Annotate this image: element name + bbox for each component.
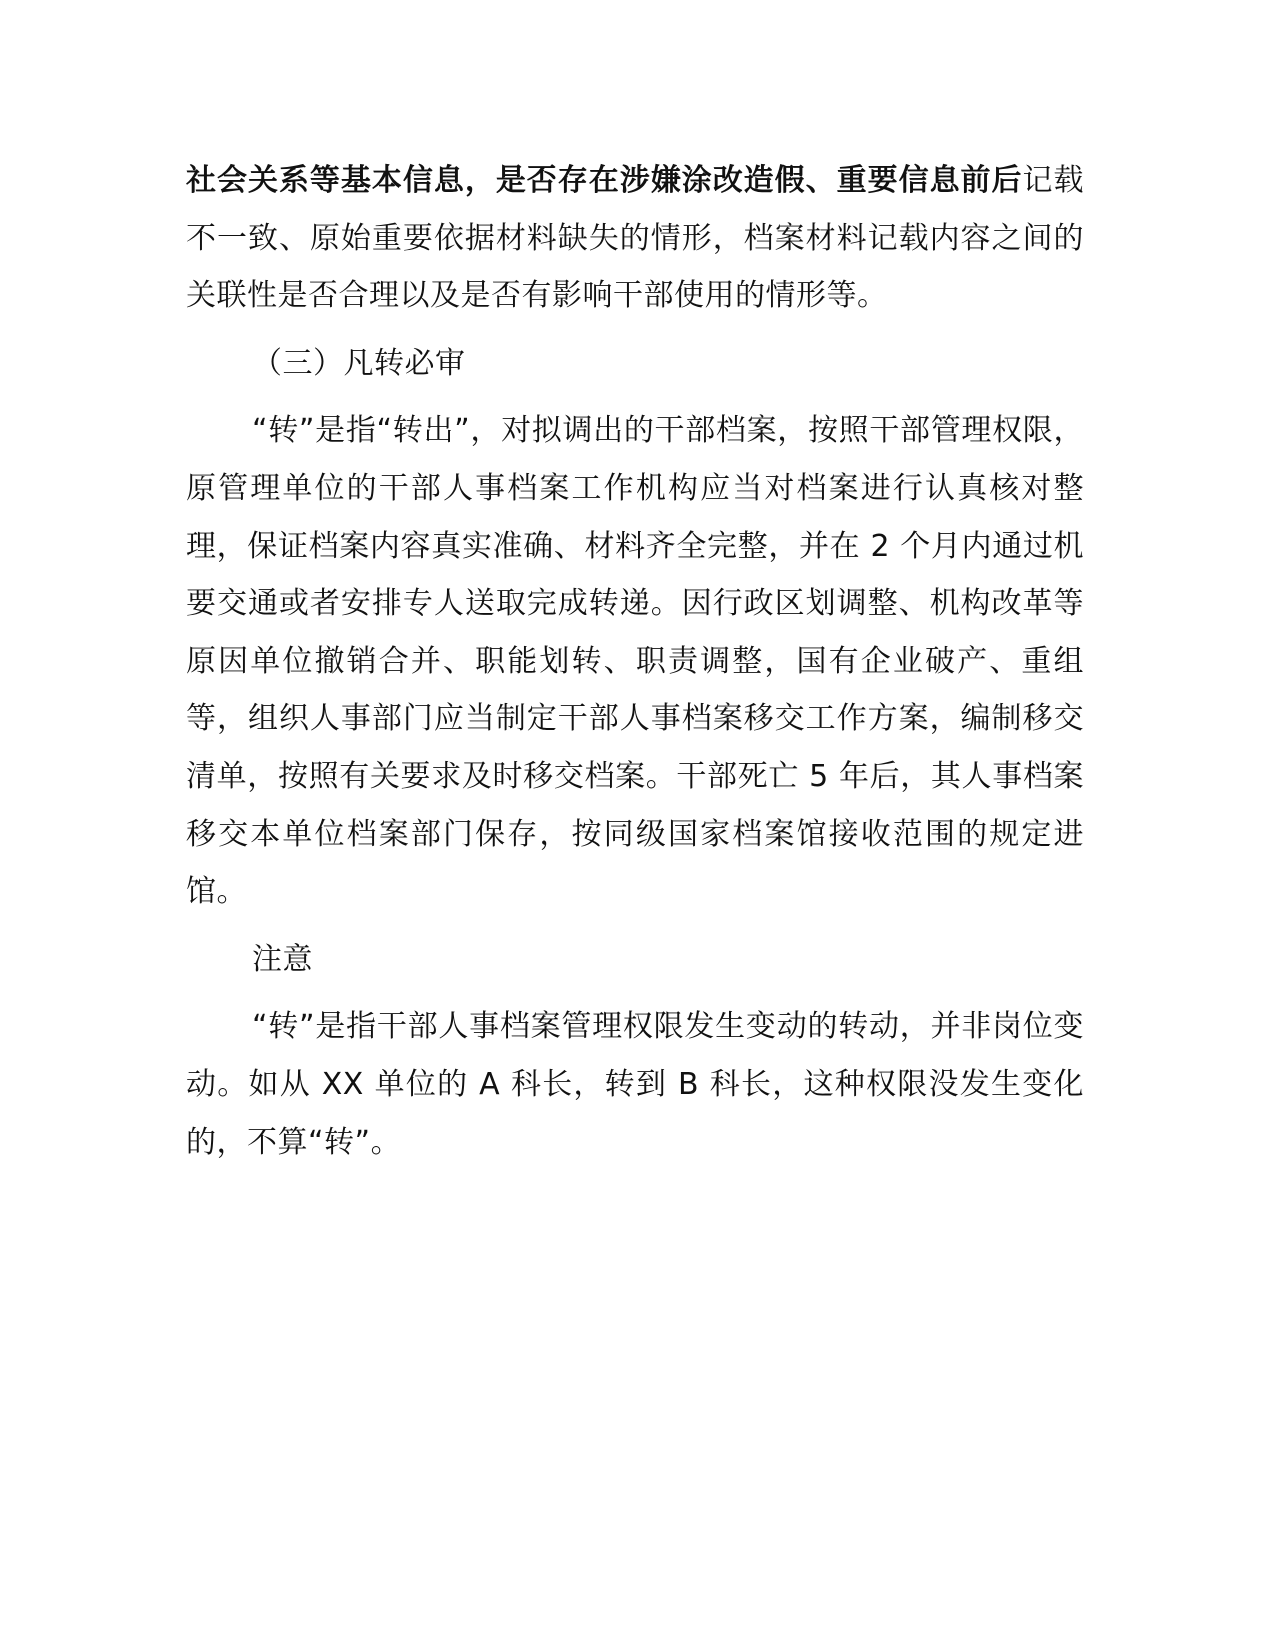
note-heading: 注意 [252,941,313,977]
paragraph-transfer-rules: “转”是指“转出”，对拟调出的干部档案，按照干部管理权限，原管理单位的干部人事档案工作机构应当对档案进行认真核对整理，保证档案内容真实准确、材料齐全完整，并在 2 个月内通过机要交通或者安排专人送取完成转递。因行政区划调整、机构改革等原因单位撤销合并、职能划转、职责调整，国有企业破产、重组等，组织人事部门应当制定干部人事档案移交工作方案，编制移交清单，按照有关要求及时移交档案。干部死亡 5 年后，其人事档案移交本单位档案部门保存，按同级国家档案馆接收范围的规定进馆。 [186,413,1084,910]
section-heading: （三）凡转必审 [252,345,466,381]
paragraph-continuation [186,152,1084,325]
paragraph-continuation-lead: 社会关系等基本信息，是否存在涉嫌涂改造假、重要信息前后 [186,163,1023,198]
document-body [186,152,1084,1171]
paragraph-continuation-text: 记载不一致、原始重要依据材料缺失的情形，档案材料记载内容之间的关联性是否合理以及是否有影响干部使用的情形等。 [186,163,1085,314]
paragraph-note: “转”是指干部人事档案管理权限发生变动的转动，并非岗位变动。如从 XX 单位的 A 科长，转到 B 科长，这种权限没发生变化的，不算“转”。 [186,1009,1084,1160]
